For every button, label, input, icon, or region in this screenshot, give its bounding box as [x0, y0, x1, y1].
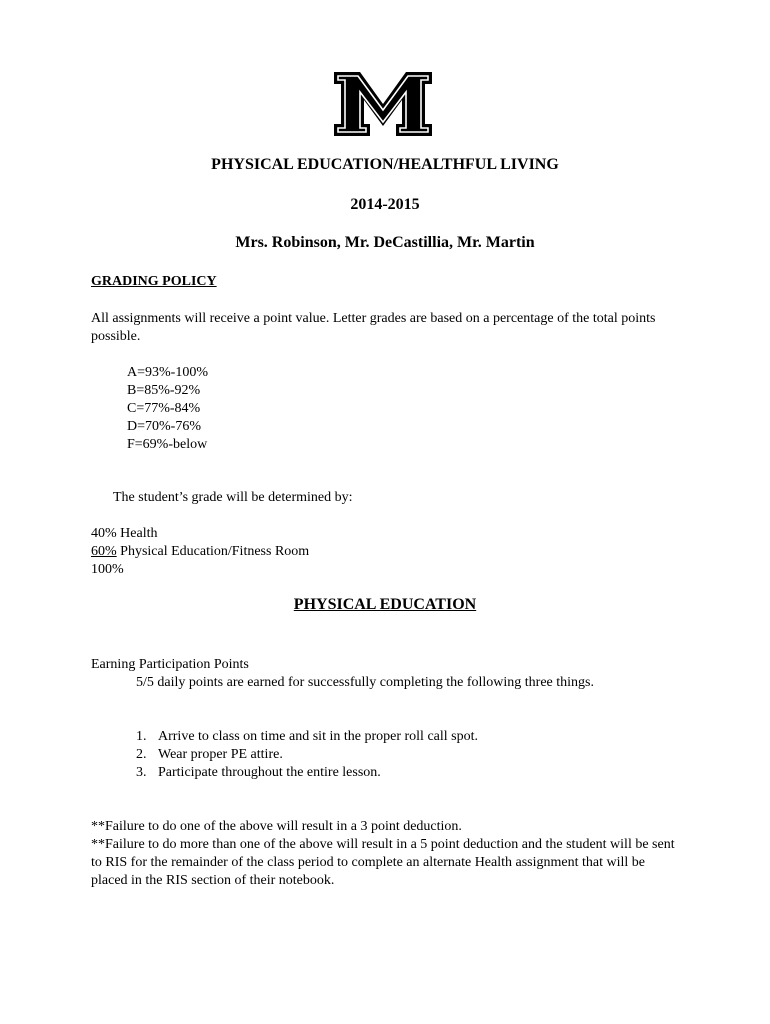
- grade-scale-item: D=70%-76%: [127, 419, 201, 434]
- list-item: 2. Wear proper PE attire.: [136, 747, 283, 762]
- grade-scale-item: A=93%-100%: [127, 365, 208, 380]
- weight-label: Physical Education/Fitness Room: [116, 544, 310, 559]
- weight-percent: 40%: [91, 526, 117, 541]
- teacher-names: Mrs. Robinson, Mr. DeCastillia, Mr. Martin: [235, 234, 535, 251]
- grade-scale-item: C=77%-84%: [127, 401, 201, 416]
- deduction-note-1: **Failure to do one of the above will result in a 3 point deduction.: [91, 819, 462, 834]
- school-year: 2014-2015: [350, 196, 420, 213]
- document-title: PHYSICAL EDUCATION/HEALTHFUL LIVING: [211, 156, 559, 173]
- weight-pe: [91, 543, 309, 561]
- weight-health: [91, 525, 158, 543]
- grade-scale-item: F=69%-below: [127, 437, 208, 452]
- grading-intro: All assignments will receive a point value. Letter grades are based on a percentage of the total points possible.: [91, 311, 656, 344]
- earning-points-desc: 5/5 daily points are earned for successfully completing the following three things.: [136, 675, 594, 690]
- earning-points-title: Earning Participation Points: [91, 657, 249, 672]
- list-item: 1. Arrive to class on time and sit in the proper roll call spot.: [136, 729, 478, 744]
- deduction-note-2: **Failure to do more than one of the above will result in a 5 point deduction and the student will be sent to RIS for the remainder of the class period to complete an alternate Health assignment that will be placed in the RIS section of their notebook.: [91, 837, 675, 888]
- pe-section-heading: PHYSICAL EDUCATION: [293, 596, 477, 613]
- weight-percent: 60%: [91, 544, 117, 559]
- weight-label: Health: [116, 526, 158, 541]
- grade-scale-item: B=85%-92%: [127, 383, 201, 398]
- grade-scale: [127, 364, 208, 454]
- participation-list: [136, 728, 478, 782]
- grading-policy-heading: GRADING POLICY: [91, 274, 217, 289]
- weight-total: 100%: [91, 562, 124, 577]
- school-logo: [332, 70, 434, 138]
- list-item: 3. Participate throughout the entire lesson.: [136, 765, 381, 780]
- grade-determined-text: The student’s grade will be determined by:: [113, 490, 353, 505]
